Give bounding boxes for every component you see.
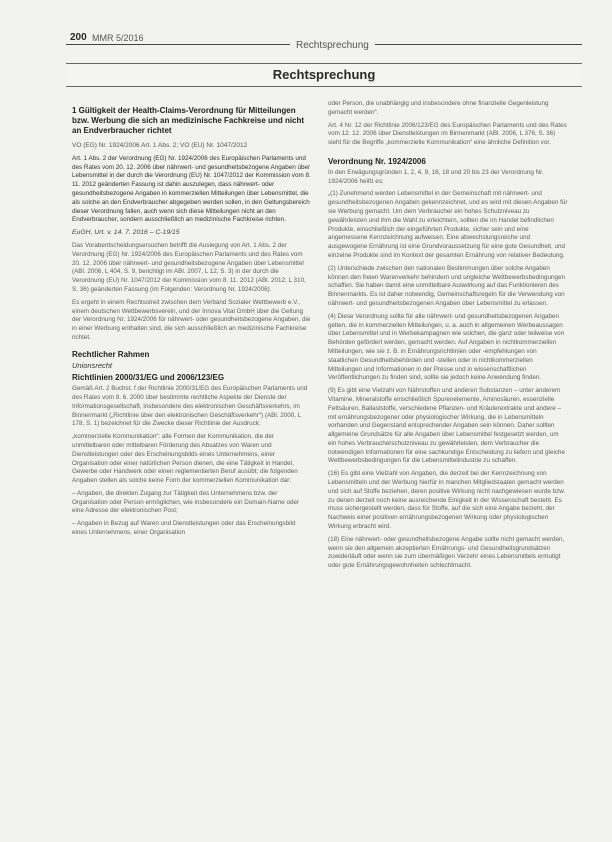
paragraph: oder Person, die unabhängig und insbesondere ohne finanzielle Gegenleistung gemacht werden“. — [328, 100, 549, 116]
subsection-heading: Unionsrecht — [72, 360, 113, 370]
paragraph: (16) Es gibt eine Vielzahl von Angaben, die derzeit bei der Kennzeichnung von Lebensmitteln und der Werbung hierfür in manchen Mitgliedstaaten gemacht werden und sich auf Stoffe beziehen, deren positive Wirkung nicht nachgewiesen wurde bzw. zu denen derzeit noch keine ausreichende Einigkeit in der Wissenschaft besteht. Es muss sichergestellt werden, dass für Stoffe, auf die sich eine Angabe bezieht, der Nachweis einer positiven ernährungsbezogenen Wirkung oder physiologischen Wirkung erbracht wird. — [328, 470, 566, 531]
headnote: Art. 1 Abs. 2 der Verordnung (EG) Nr. 1924/2006 des Europäischen Parlaments und des Rates vom 20. 12. 2006 über nährwert- und gesundheitsbezogene Angaben über Lebensmittel in der durch die Verordnung (EU) Nr. 1047/2012 der Kommission vom 8. 11. 2012 geänderten Fassung ist dahin auszulegen, dass nährwert- oder gesundheitsbezogene Angaben in kommerziellen Mitteilungen über Lebensmittel, die als solche an den Endverbraucher abgegeben werden sollen, in den Geltungsbereich dieser Verordnung fallen, auch wenn sich diese Mitteilungen nicht an den Endverbraucher, sondern ausschließlich an medizinische Fachkreise richten. — [72, 154, 311, 224]
paragraph: – Angaben, die direkten Zugang zur Tätigkeit des Unternehmens bzw. der Organisation oder Person ermöglichen, wie insbesondere ein Domain-Name oder eine Adresse der elektronischen Post; — [72, 489, 300, 515]
paragraph: (2) Unterschiede zwischen den nationalen Bestimmungen über solche Angaben können den freien Warenverkehr behindern und ungleiche Wettbewerbsbedingungen schaffen. Sie haben damit eine unmittelbare Auswirkung auf das Funktionieren des Binnenmarkts. Es ist daher notwendig, Gemeinschaftsregeln für die Verwendung von nährwert- und gesundheitsbezogenen Angaben über Lebensmittel zu erlassen. — [328, 264, 565, 307]
section-heading: Rechtlicher Rahmen — [72, 349, 150, 359]
paragraph: (4) Diese Verordnung sollte für alle nährwert- und gesundheitsbezogenen Angaben gelten, die in kommerziellen Mitteilungen, u. a. auch in allgemeinen Werbeaussagen über Lebensmittel und in Werbekampagnen wie solchen, die ganz oder teilweise von Behörden gefördert werden, gemacht werden. Auf Angaben in nichtkommerziellen Mitteilungen, wie sie z. B. in Ernährungsrichtlinien oder -empfehlungen von staatlichen Gesundheitsbehörden und -stellen oder in nichtkommerziellen Mitteilungen und Informationen in der Presse und in wissenschaftlichen Veröffentlichungen zu finden sind, sollte sie jedoch keine Anwendung finden. — [328, 312, 565, 382]
paragraph: „(1) Zunehmend werden Lebensmittel in der Gemeinschaft mit nährwert- und gesundheitsbezogenen Angaben gekennzeichnet, und es wird mit diesen Angaben für sie Werbung gemacht. Um dem Verbraucher ein hohes Schutzniveau zu gewährleisten und ihm die Wahl zu erleichtern, sollten die im Handel befindlichen Produkte, einschließlich der eingeführten Produkte, sicher sein und eine angemessene Kennzeichnung aufweisen. Eine abwechslungsreiche und ausgewogene Ernährung ist eine Grundvoraussetzung für eine gute Gesundheit, und einzelne Produkte sind im Kontext der gesamten Ernährung von relativer Bedeutung. — [328, 190, 568, 259]
section-banner: Rechtsprechung — [66, 63, 582, 87]
paragraph: (9) Es gibt eine Vielzahl von Nährstoffen und anderen Substanzen – unter anderem Vitamine, Mineralstoffe einschließlich Spurenelemente, Aminosäuren, essenzielle Fettsäuren, Ballaststoffe, verschiedene Pflanzen- und Kräuterextrakte und andere – mit ernährungsbezogener oder physiologischer Wirkung, die in Lebensmitteln vorhanden und Gegenstand entsprechender Angaben sein können. Daher sollten allgemeine Grundsätze für alle Angaben über Lebensmittel festgesetzt werden, um ein hohes Verbraucherschutzniveau zu gewährleisten, dem Verbraucher die notwendigen Informationen für eine sachkundige Entscheidung zu liefern und gleiche Wettbewerbsbedingungen für die Lebensmittelindustrie zu schaffen. — [328, 387, 565, 465]
paragraph: (18) Eine nährwert- oder gesundheitsbezogene Angabe sollte nicht gemacht werden, wenn sie den allgemein akzeptierten Ernährungs- und Gesundheitsgrundsätzen zuwiderläuft oder wenn sie zum übermäßigen Verzehr eines Lebensmittels ermutigt oder gute Ernährungsgewohnheiten schlechtmacht. — [328, 535, 565, 570]
paragraph: Gemäß Art. 2 Buchst. f der Richtlinie 2000/31/EG des Europäischen Parlaments und des Rates vom 8. 6. 2000 über bestimmte rechtliche Aspekte der Dienste der Informationsgesellschaft, insbesondere des elektronischen Geschäftsverkehrs, im Binnenmarkt („Richtlinie über den elektronischen Geschäftsverkehr“) (ABl. 2000, L 178, S. 1) bezeichnet für die Zwecke dieser Richtlinie der Ausdruck: — [72, 385, 308, 428]
case-citation: VO (EG) Nr. 1924/2006 Art. 1 Abs. 2; VO (EU) Nr. 1047/2012 — [72, 142, 248, 149]
right-column — [328, 100, 568, 575]
case-title: 1 Gültigkeit der Health-Claims-Verordnung für Mitteilungen bzw. Werbung die sich an medizinische Fachkreise und nicht an Endverbraucher richtet — [72, 106, 305, 135]
subsection-heading: Verordnung Nr. 1924/2006 — [328, 156, 426, 166]
running-head: Rechtsprechung — [290, 40, 375, 51]
paragraph: Es ergeht in einem Rechtsstreit zwischen dem Verband Sozialer Wettbewerb e.V., einem deutschen Wettbewerbsverein, und der Innova Vital GmbH über die Geltung der Verordnung Nr. 1924/2006 für nährwert- oder gesundheitsbezogene Angaben, die in einer Werbung enthalten sind, die sich ausschließlich an medizinische Fachkreise richtet. — [72, 298, 311, 341]
paragraph: In den Erwägungsgründen 1, 2, 4, 9, 16, 18 und 20 bis 23 der Verordnung Nr. 1924/2006 heißt es: — [328, 168, 544, 185]
page-number: 200 — [70, 32, 87, 43]
paragraph: – Angaben in Bezug auf Waren und Dienstleistungen oder das Erscheinungsbild eines Unternehmens, einer Organisation — [72, 520, 296, 537]
court-reference: EuGH, Urt. v. 14. 7. 2016 – C-19/15 — [72, 229, 180, 237]
journal-reference: MMR 5/2016 — [92, 33, 144, 43]
paragraph: Das Vorabentscheidungsersuchen betrifft die Auslegung von Art. 1 Abs. 2 der Verordnung (EG) Nr. 1924/2006 des Europäischen Parlaments und des Rates vom 20. 12. 2006 über nährwert- und gesundheitsbezogene Angaben über Lebensmittel (ABl. 2006, L 404, S. 9, berichtigt im ABl. 2007, L 12, S. 3) in der durch die Verordnung (EU) Nr. 1047/2012 der Kommission vom 8. 11. 2012 (ABl. 2012, L 310, S. 36) geänderten Fassung (im Folgenden: Verordnung Nr. 1924/2006). — [72, 241, 306, 293]
subsection-heading: Richtlinien 2000/31/EG und 2006/123/EG — [72, 373, 225, 383]
left-column — [72, 100, 312, 542]
paragraph: Art. 4 Nr. 12 der Richtlinie 2006/123/EG des Europäischen Parlaments und des Rates vom 12. 12. 2006 über Dienstleistungen im Binnenmarkt (ABl. 2006, L 376, S. 36) sieht für die Begriffe „kommerzielle Kommunikation“ eine ähnliche Definition vor. — [328, 121, 567, 147]
paragraph: „kommerzielle Kommunikation“: alle Formen der Kommunikation, die der unmittelbaren oder mittelbaren Förderung des Absatzes von Waren und Dienstleistungen oder des Erscheinungsbilds eines Unternehmens, einer Organisation oder einer natürlichen Person dienen, die eine Tätigkeit in Handel, Gewerbe oder Handwerk oder einen reglementierten Beruf ausübt; die folgenden Angaben stellen als solche keine Form der kommerziellen Kommunikation dar: — [72, 433, 298, 485]
